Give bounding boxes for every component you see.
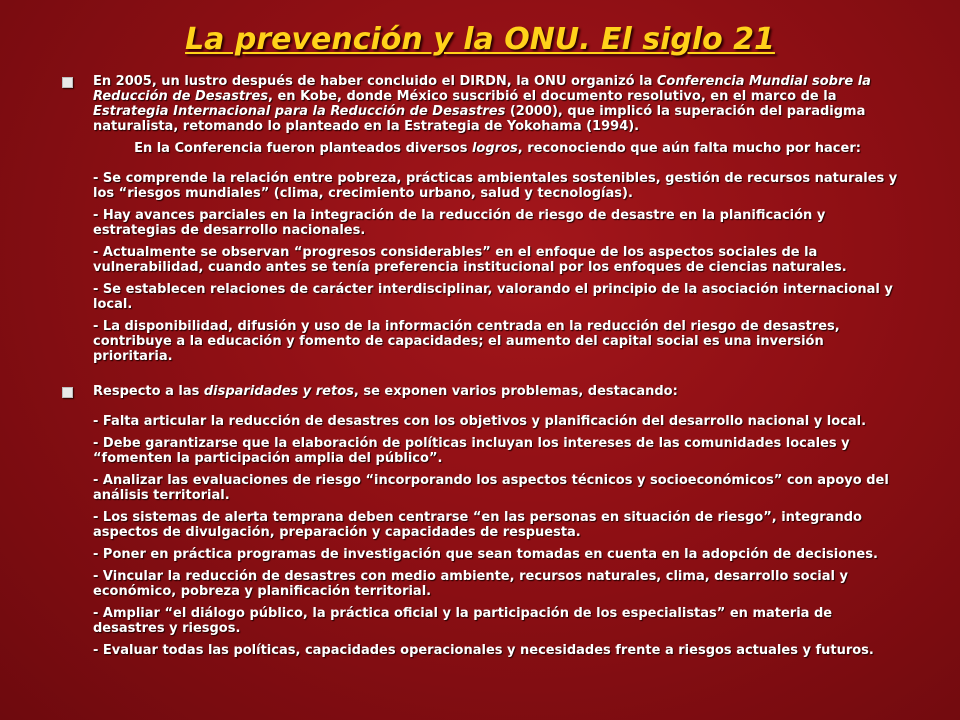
achievement-item: - Se establecen relaciones de carácter interdisciplinar, valorando el principio de la asociación internacional y local. [93, 282, 893, 312]
challenge-item: - Los sistemas de alerta temprana deben centrarse “en las personas en situación de riesgo”, integrando aspectos de divulgación, preparación y capacidades de respuesta. [93, 510, 862, 540]
challenge-item: - Debe garantizarse que la elaboración de políticas incluyan los intereses de las comunidades locales y “fomenten la participación amplia del público”. [93, 436, 850, 466]
achievements-intro [62, 141, 902, 156]
bullet-paragraph-2 [62, 384, 902, 399]
achievements-intro-part: , reconociendo que aún falta mucho por hacer: [517, 141, 861, 156]
bullet-2-text-part: Respecto a las [93, 384, 204, 399]
bullet-2-text [93, 384, 902, 399]
square-bullet-icon [62, 77, 73, 88]
square-bullet-icon [62, 387, 73, 398]
slide-title: La prevención y la ONU. El siglo 21 [185, 22, 775, 57]
achievements-intro-part: En la Conferencia fueron planteados diversos [134, 141, 472, 156]
bullet-1-text-part: (2000), que implicó la superación del paradigma naturalista, retomando lo planteado en la Estrategia de Yokohama (1994). [93, 104, 866, 134]
challenges-keyword: disparidades y retos [203, 384, 354, 399]
slide-content [62, 74, 902, 658]
achievement-item: - Hay avances parciales en la integración de la reducción de riesgo de desastre en la planificación y estrategias de desarrollo nacionales. [93, 208, 826, 238]
challenge-item: - Ampliar “el diálogo público, la práctica oficial y la participación de los especialistas” en materia de desastres y riesgos. [93, 606, 833, 636]
spacer [62, 364, 902, 384]
challenge-item: - Falta articular la reducción de desastres con los objetivos y planificación del desarrollo nacional y local. [93, 414, 867, 429]
bullet-1-text-part: , en Kobe, donde México suscribió el documento resolutivo, en el marco de la [268, 89, 837, 104]
bullet-paragraph-1 [62, 74, 902, 134]
achievement-item: - Se comprende la relación entre pobreza, prácticas ambientales sostenibles, gestión de recursos naturales y los “riesgos mundiales” (clima, crecimiento urbano, salud y tecnologías). [93, 171, 898, 201]
bullet-1-text [93, 74, 902, 134]
achievement-item: - La disponibilidad, difusión y uso de la información centrada en la reducción del riesgo de desastres, contribuye a la educación y fomento de capacidades; el aumento del capital social es una inversión prioritaria. [93, 319, 840, 364]
bullet-1-text-part: En 2005, un lustro después de haber concluido el DIRDN, la ONU organizó la [93, 74, 657, 89]
bullet-2-text-part: , se exponen varios problemas, destacando: [353, 384, 678, 399]
challenge-item: - Vincular la reducción de desastres con medio ambiente, recursos naturales, clima, desarrollo social y económico, pobreza y planificación territorial. [93, 569, 848, 599]
conference-name: Conferencia Mundial sobre la Reducción de Desastres [93, 74, 871, 104]
challenge-item: - Poner en práctica programas de investigación que sean tomadas en cuenta en la adopción de decisiones. [93, 547, 878, 562]
achievement-item: - Actualmente se observan “progresos considerables” en el enfoque de los aspectos sociales de la vulnerabilidad, cuando antes se tenía preferencia institucional por los enfoques de ciencias naturales. [93, 245, 847, 275]
strategy-name: Estrategia Internacional para la Reducción de Desastres [93, 104, 506, 119]
challenge-item: - Evaluar todas las políticas, capacidades operacionales y necesidades frente a riesgos actuales y futuros. [93, 643, 874, 658]
challenge-item: - Analizar las evaluaciones de riesgo “incorporando los aspectos técnicos y socioeconómicos” con apoyo del análisis territorial. [93, 473, 889, 503]
achievements-keyword: logros [471, 141, 518, 156]
